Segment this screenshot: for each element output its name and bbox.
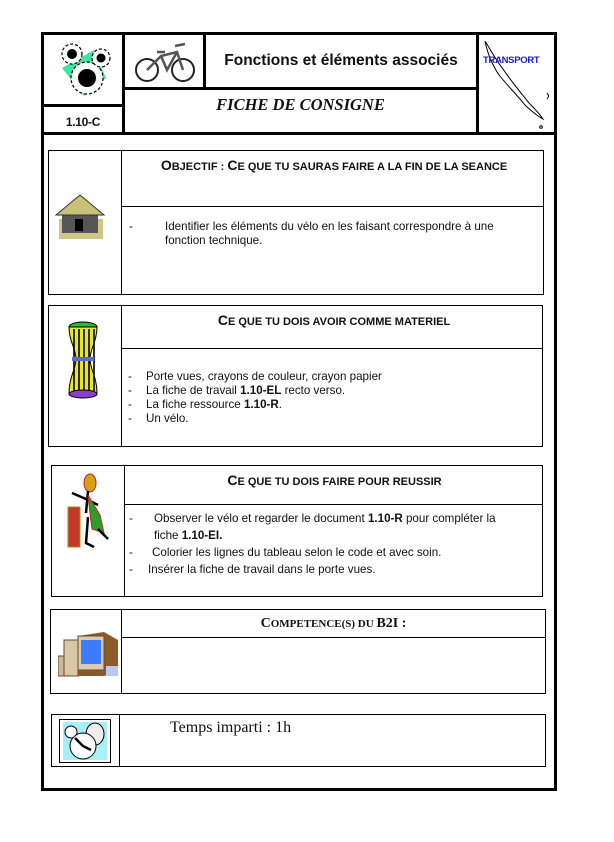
hut-icon — [54, 191, 106, 241]
list-item: - La fiche de travail 1.10-EL recto verso. — [128, 384, 346, 397]
list-item: - Colorier les lignes du tableau selon le code et avec soin. — [129, 546, 442, 559]
new-caledonia-map-icon — [481, 37, 555, 133]
time-allotted: Temps imparti : 1h — [170, 719, 292, 736]
header-bike-cell — [122, 32, 206, 90]
alarm-clock-frame — [59, 719, 111, 763]
theme-label: TRANSPORT — [483, 55, 540, 66]
computer-icon — [58, 632, 120, 678]
materials-title: CE QUE TU DOIS AVOIR COMME MATERIEL — [217, 312, 451, 328]
competences-title: COMPETENCE(S) DU B2I : — [260, 616, 407, 631]
success-list — [129, 510, 539, 578]
dancer-drum-icon — [64, 473, 114, 553]
list-item: - La fiche ressource 1.10-R. — [128, 398, 282, 411]
list-item: - Identifier les éléments du vélo en les faisant correspondre à une fonction technique. — [129, 220, 494, 247]
list-item: - Observer le vélo et regarder le document 1.10-R pour compléter la fiche 1.10-EI. — [129, 512, 496, 542]
header-map-cell — [476, 32, 557, 135]
alarm-clock-icon — [63, 722, 107, 760]
success-section — [51, 465, 543, 597]
sheet-subtitle: FICHE DE CONSIGNE — [122, 87, 479, 135]
time-section — [51, 714, 546, 767]
objective-title: OBJECTIF : CE QUE TU SAURAS FAIRE A LA FIN DE LA SEANCE — [160, 157, 508, 173]
list-item: - Porte vues, crayons de couleur, crayon papier — [128, 370, 382, 383]
gears-icon — [54, 38, 116, 100]
drum-icon — [66, 321, 100, 401]
success-title: CE QUE TU DOIS FAIRE POUR REUSSIR — [227, 472, 442, 488]
objective-list — [129, 220, 539, 248]
objective-section — [48, 150, 544, 295]
list-item: - Insérer la fiche de travail dans le porte vues. — [129, 563, 376, 576]
sheet-title: Fonctions et éléments associés — [203, 32, 479, 90]
bicycle-icon — [133, 40, 197, 84]
sheet-code: 1.10-C — [41, 104, 125, 135]
materials-list — [128, 370, 538, 426]
list-item: - Un vélo. — [128, 412, 189, 425]
header-gears-cell — [41, 32, 125, 107]
materials-section — [48, 305, 543, 447]
competences-section — [50, 609, 546, 694]
